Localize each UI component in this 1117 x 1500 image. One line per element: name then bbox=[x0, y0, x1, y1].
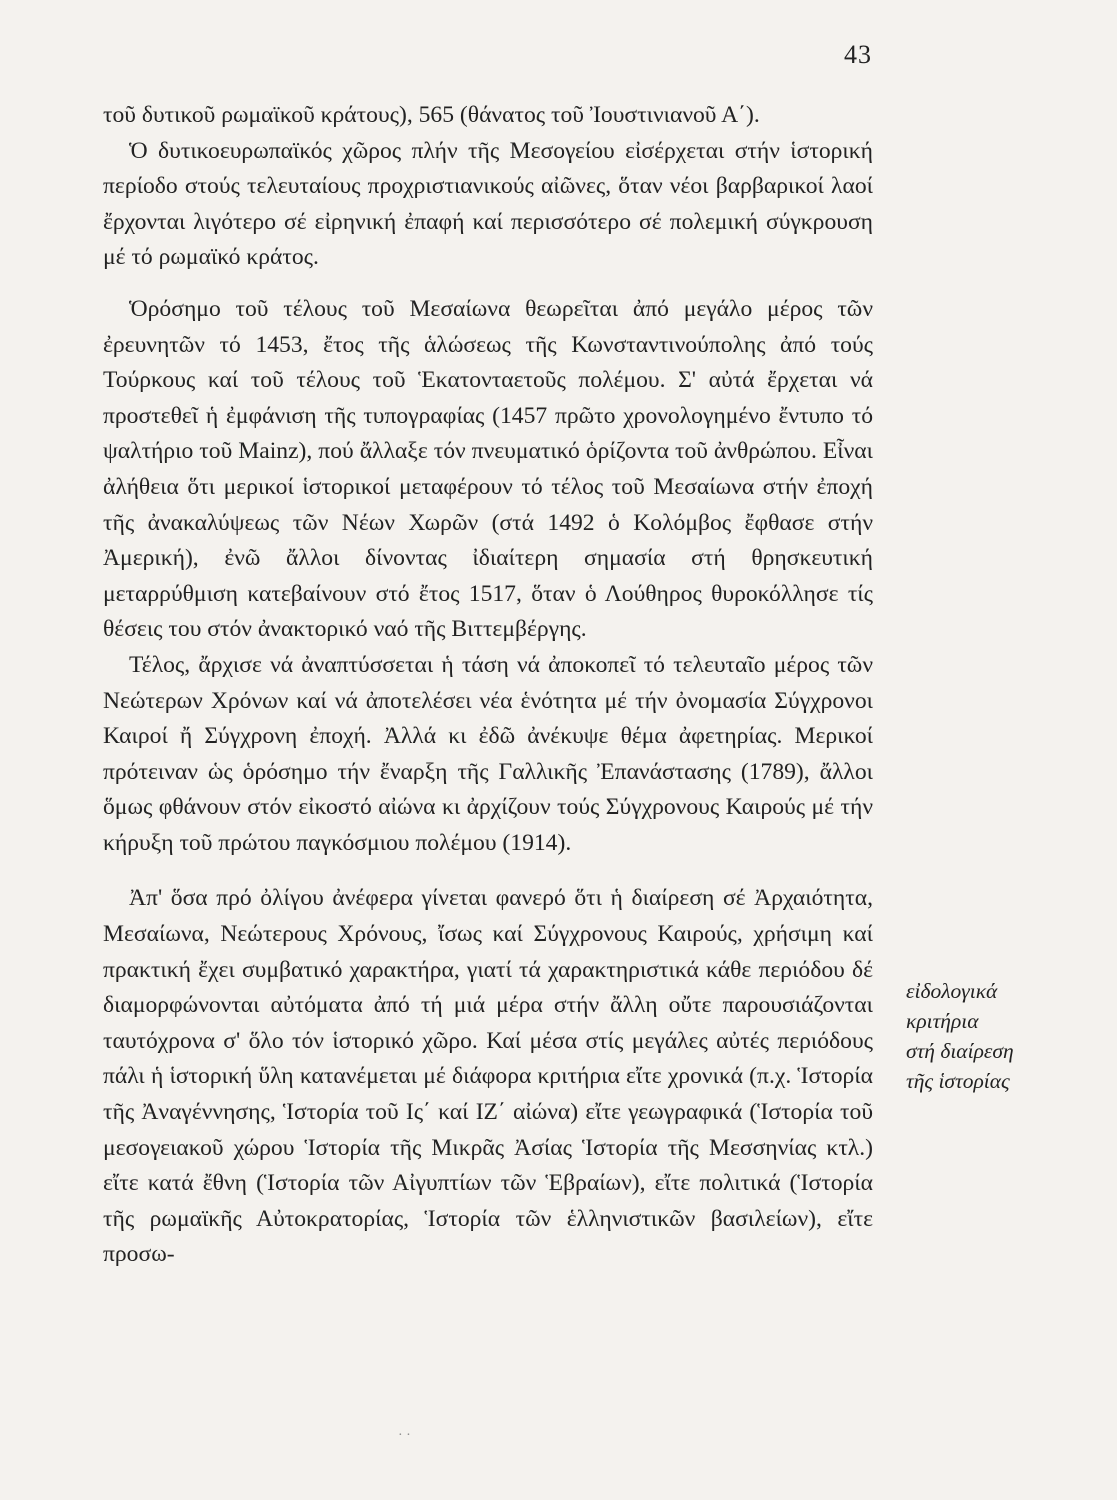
page-number: 43 bbox=[844, 40, 872, 69]
paragraph-2: Ὁ δυτικοευρωπαϊκός χῶρος πλήν τῆς Μεσογείου εἰσέρχεται στήν ἱστορική περίοδο στούς τελευταίους προχριστιανικούς αἰῶνες, ὅταν νέοι βαρβαρικοί λαοί ἔρχονται λιγότερο σέ εἰρηνική ἐπαφή καί περισσότερο σέ πολεμική σύγκρουση μέ τό ρωμαϊκό κράτος. bbox=[103, 137, 873, 271]
body-text bbox=[103, 98, 873, 1273]
margin-note-line-1: εἰδολογικά bbox=[906, 979, 998, 1003]
scan-mark: · · bbox=[398, 1428, 411, 1443]
paragraph-4: Τέλος, ἄρχισε νά ἀναπτύσσεται ἡ τάση νά ἀποκοπεῖ τό τελευταῖο μέρος τῶν Νεώτερων Χρόνων καί νά ἀποτελέσει νέα ἑνότητα μέ τήν ὀνομασία Σύγχρονοι Καιροί ἤ Σύγχρονη ἐποχή. Ἀλλά κι ἐδῶ ἀνέκυψε θέμα ἀφετηρίας. Μερικοί πρότειναν ὡς ὁρόσημο τήν ἔναρξη τῆς Γαλλικῆς Ἐπανάστασης (1789), ἄλλοι ὅμως φθάνουν στόν εἰκοστό αἰώνα κι ἀρχίζουν τούς Σύγχρονους Καιρούς μέ τήν κήρυξη τοῦ πρώτου παγκόσμιου πολέμου (1914). bbox=[103, 651, 873, 856]
margin-note-line-2: κριτήρια bbox=[906, 1009, 979, 1033]
margin-note bbox=[906, 976, 1106, 1096]
margin-note-line-4: τῆς ἱστορίας bbox=[906, 1069, 1010, 1093]
margin-note-line-3: στή διαίρεση bbox=[906, 1039, 1014, 1063]
paragraph-1: τοῦ δυτικοῦ ρωμαϊκοῦ κράτους), 565 (θάνατος τοῦ Ἰουστινιανοῦ Α΄). bbox=[103, 102, 760, 128]
paragraph-5: Ἀπ' ὅσα πρό ὀλίγου ἀνέφερα γίνεται φανερό ὅτι ἡ διαίρεση σέ Ἀρχαιότητα, Μεσαίωνα, Νεώτερους Χρόνους, ἴσως καί Σύγχρονους Καιρούς, χρήσιμη καί πρακτική ἔχει συμβατικό χαρακτήρα, γιατί τά χαρακτηριστικά κάθε περιόδου δέ διαμορφώνονται αὐτόματα ἀπό τή μιά μέρα στήν ἄλλη οὔτε παρουσιάζονται ταυτόχρονα σ' ὅλο τόν ἱστορικό χῶρο. Καί μέσα στίς μεγάλες αὐτές περιόδους πάλι ἡ ἱστορική ὕλη κατανέμεται μέ διάφορα κριτήρια εἴτε χρονικά (π.χ. Ἱστορία τῆς Ἀναγέννησης, Ἱστορία τοῦ Ις΄ καί ΙΖ΄ αἰώνα) εἴτε γεωγραφικά (Ἱστορία τοῦ μεσογειακοῦ χώρου Ἱστορία τῆς Μικρᾶς Ἀσίας Ἱστορία τῆς Μεσσηνίας κτλ.) εἴτε κατά ἔθνη (Ἱστορία τῶν Αἰγυπτίων τῶν Ἑβραίων), εἴτε πολιτικά (Ἱστορία τῆς ρωμαϊκῆς Αὐτοκρατορίας, Ἱστορία τῶν ἑλληνιστικῶν βασιλείων), εἴτε προσω- bbox=[103, 885, 873, 1268]
paragraph-3: Ὁρόσημο τοῦ τέλους τοῦ Μεσαίωνα θεωρεῖται ἀπό μεγάλο μέρος τῶν ἐρευνητῶν τό 1453, ἔτος τῆς ἁλώσεως τῆς Κωνσταντινούπολης ἀπό τούς Τούρκους καί τοῦ τέλους τοῦ Ἑκατονταετοῦς πολέμου. Σ' αὐτά ἔρχεται νά προστεθεῖ ἡ ἐμφάνιση τῆς τυπογραφίας (1457 πρῶτο χρονολογημένο ἔντυπο τό ψαλτήριο τοῦ Mainz), πού ἄλλαξε τόν πνευματικό ὁρίζοντα τοῦ ἀνθρώπου. Εἶναι ἀλήθεια ὅτι μερικοί ἱστορικοί μεταφέρουν τό τέλος τοῦ Μεσαίωνα στήν ἐποχή τῆς ἀνακαλύψεως τῶν Νέων Χωρῶν (στά 1492 ὁ Κολόμβος ἔφθασε στήν Ἀμερική), ἐνῶ ἄλλοι δίνοντας ἰδιαίτερη σημασία στή θρησκευτική μεταρρύθμιση κατεβαίνουν στό ἔτος 1517, ὅταν ὁ Λούθηρος θυροκόλλησε τίς θέσεις του στόν ἀνακτορικό ναό τῆς Βιττεμβέργης. bbox=[103, 295, 873, 643]
